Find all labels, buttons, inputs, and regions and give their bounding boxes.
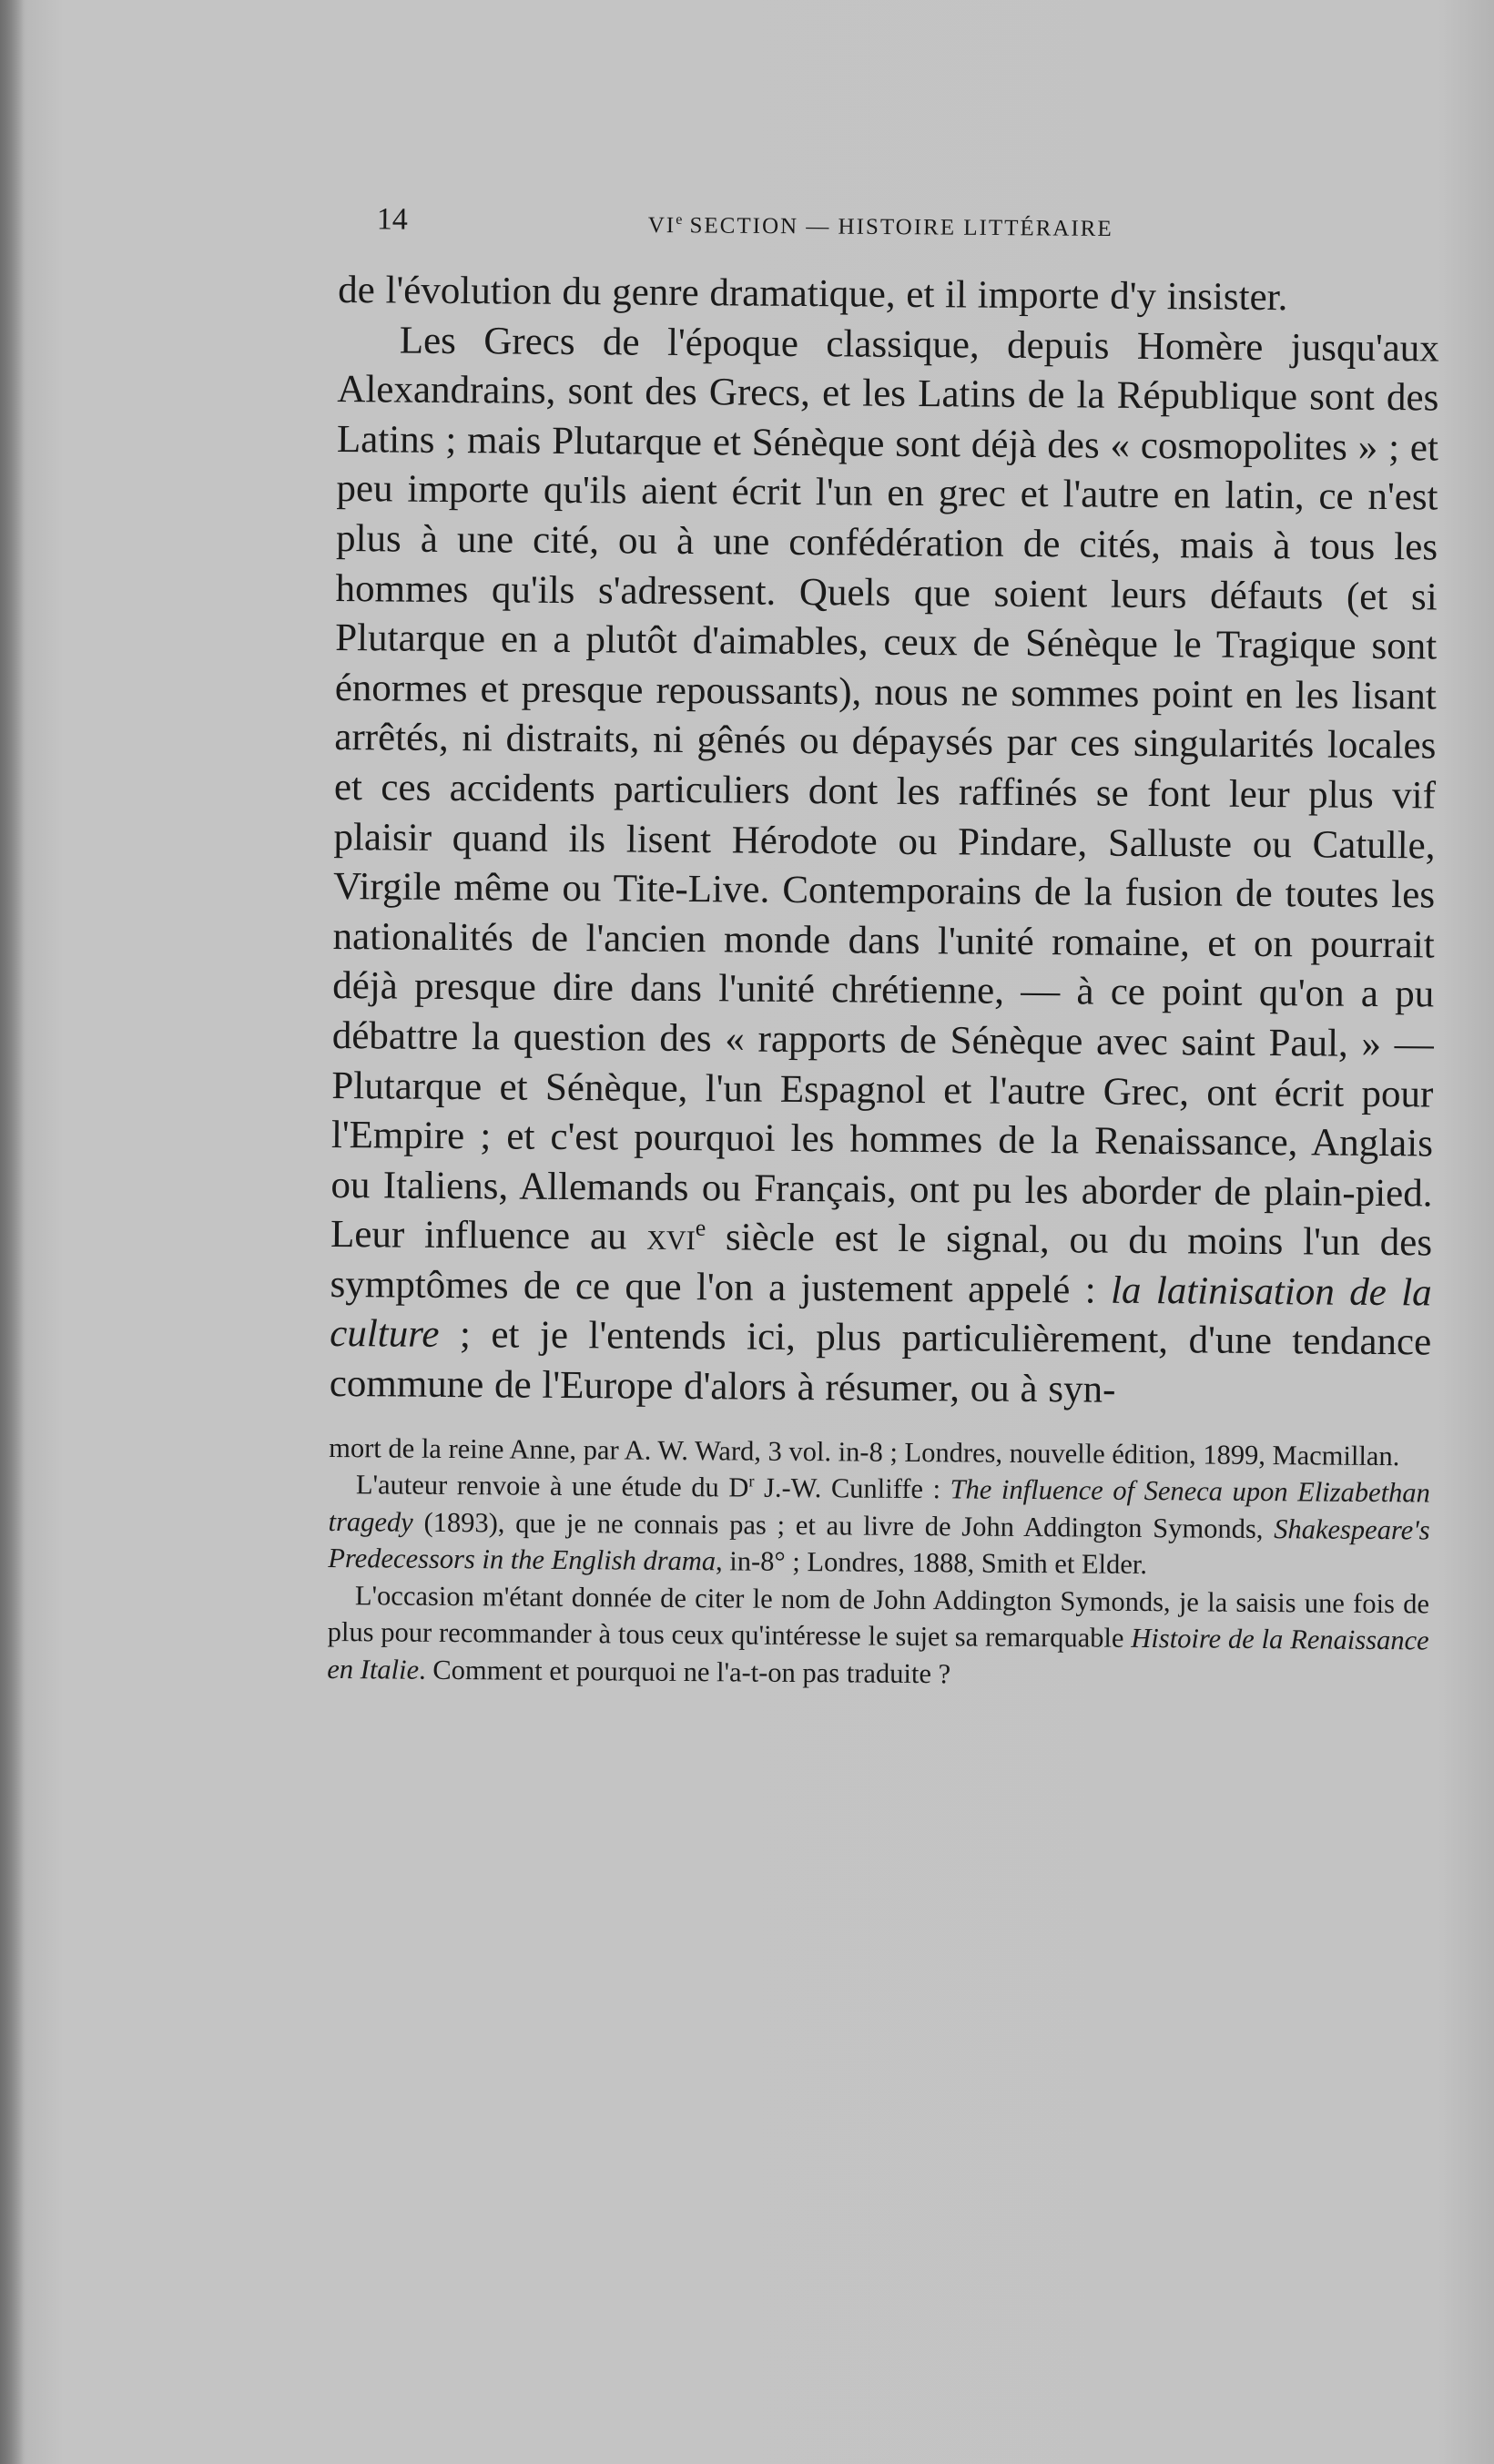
paragraph-2 bbox=[330, 316, 1439, 1419]
paragraph-2-part-b: siècle est le signal, ou du moins l'un des symptômes de ce que l'on a justement appelé : bbox=[330, 1216, 1433, 1312]
section-title-text: SECTION — HISTOIRE LITTÉRAIRE bbox=[682, 213, 1113, 242]
binding-shadow bbox=[0, 0, 24, 2464]
section-sup: e bbox=[676, 211, 683, 228]
paragraph-2-part-a: Les Grecs de l'époque classique, depuis Homère jusqu'aux Alexandrains, sont des Grecs, et les Latins de la République sont des Latins ; mais Plutarque et Sénèque sont déjà des « cosmopolites » ; et peu importe qu'ils aient écrit l'un en grec et l'autre en latin, ce n'est plus à une cité, ou à une confédération de cités, mais à tous les hommes qu'ils s'adressent. Quels que soient leurs défauts (et si Plutarque en a plutôt d'aimables, ceux de Sénèque le Tragique sont énormes et presque repoussants), nous ne sommes point en les lisant arrêtés, ni distraits, ni gênés ou dépaysés par ces singularités locales et ces accidents particuliers dont les raffinés se font leur plus vif plaisir quand ils lisent Hérodote ou Pindare, Salluste ou Catulle, Virgile même ou Tite-Live. Contemporains de la fusion de toutes les nationalités de l'ancien monde dans l'unité romaine, et on pourrait déjà presque dire dans l'unité chrétienne, — à ce point qu'on a pu débattre la question des « rapports de Sénèque avec saint Paul, » — Plutarque et Sénèque, l'un Espagnol et l'autre Grec, ont écrit pour l'Empire ; et c'est pourquoi les hommes de la Renaissance, Anglais ou Italiens, Allemands ou Français, ont pu les aborder de plain-pied. Leur influence au bbox=[330, 319, 1439, 1258]
paragraph-1: de l'évolution du genre dramatique, et il importe d'y insister. bbox=[338, 268, 1288, 320]
footnote-cunliffe bbox=[328, 1466, 1430, 1585]
footnote-3-part-b: . Comment et pourquoi ne l'a-t-on pas traduite ? bbox=[418, 1654, 951, 1689]
paragraph-2-part-c: ; et je l'entends ici, plus particulièrement, d'une tendance commune de l'Europe d'alors à résumer, ou à syn- bbox=[329, 1313, 1432, 1411]
footnote-2-part-c: (1893), que je ne connais pas ; et au livre de John Addington Symonds, bbox=[412, 1506, 1275, 1544]
footnote-2-part-b: J.-W. Cunliffe : bbox=[754, 1471, 950, 1505]
section-title bbox=[648, 212, 1113, 242]
footnote-3-part-a: L'occasion m'étant donnée de citer le nom de John Addington Symonds, je la saisis une fois de plus pour recommander à tous ceux qu'intéresse le sujet sa remarquable bbox=[327, 1579, 1430, 1655]
page-text-block bbox=[327, 202, 1440, 1696]
footnote-continued: mort de la reine Anne, par A. W. Ward, 3 vol. in-8 ; Londres, nouvelle édition, 1899, Macmillan. bbox=[329, 1431, 1400, 1471]
century-sup: e bbox=[695, 1215, 706, 1242]
doctor-sup: r bbox=[748, 1471, 755, 1491]
footnotes bbox=[327, 1430, 1430, 1696]
italic-latinisation: la latinisation de la culture bbox=[330, 1268, 1432, 1357]
italic-symonds-title: Shakespeare's Predecessors in the English drama bbox=[328, 1512, 1430, 1577]
century-label: xvi bbox=[646, 1215, 696, 1259]
italic-cunliffe-title: The influence of Seneca upon Elizabethan tragedy bbox=[328, 1473, 1431, 1538]
italic-renaissance-title: Histoire de la Renaissance en Italie bbox=[327, 1623, 1429, 1685]
section-roman: VI bbox=[647, 212, 676, 239]
footnote-symonds bbox=[327, 1577, 1429, 1696]
footnote-2-part-a: L'auteur renvoie à une étude du D bbox=[355, 1469, 749, 1503]
running-head bbox=[339, 202, 1440, 266]
body-text bbox=[330, 266, 1440, 1418]
footnote-2-part-d: , in-8° ; Londres, 1888, Smith et Elder. bbox=[715, 1545, 1148, 1581]
page-number: 14 bbox=[376, 202, 408, 237]
